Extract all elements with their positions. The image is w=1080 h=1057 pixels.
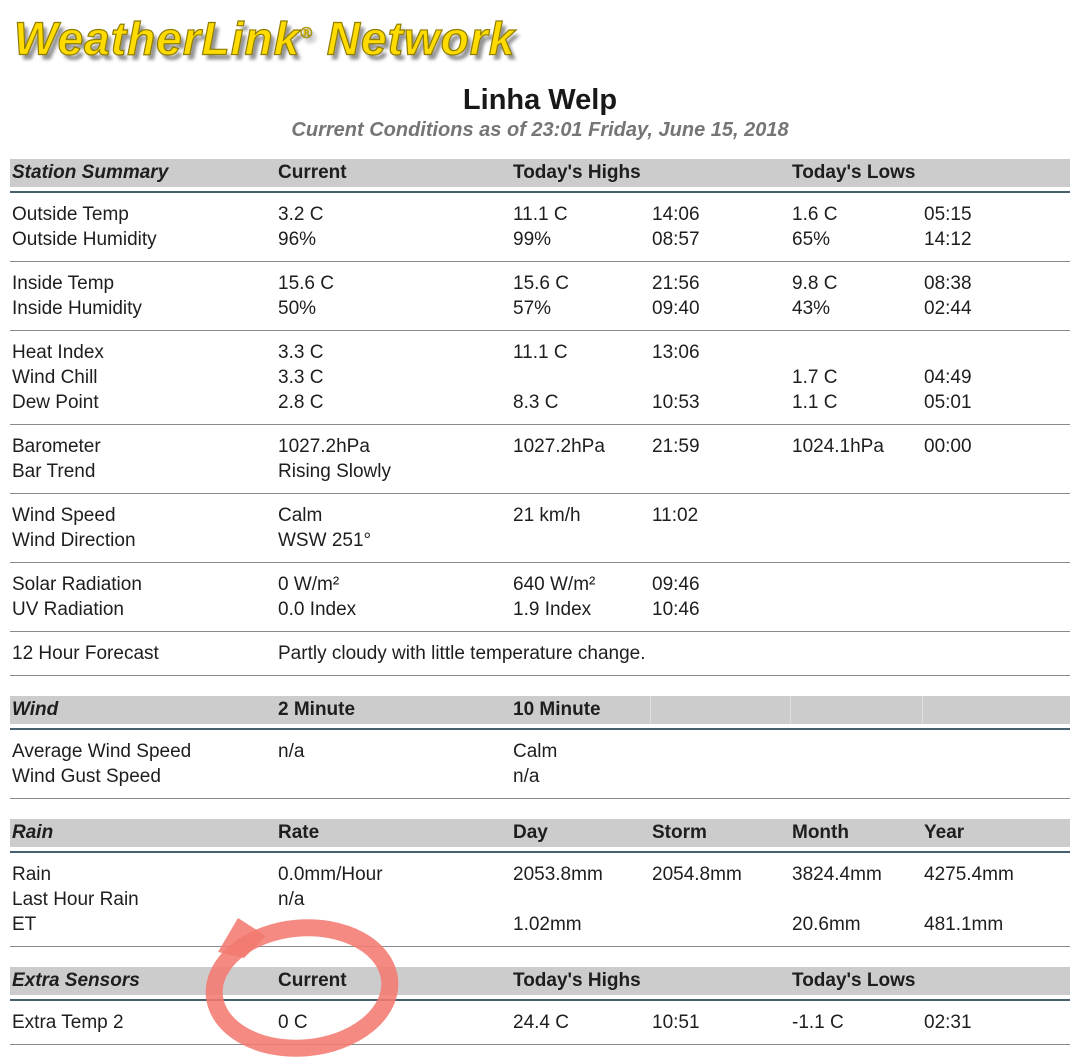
table-cell: 481.1mm [924, 914, 1004, 936]
table-cell: n/a [278, 741, 305, 763]
column-header: 2 Minute [276, 696, 511, 724]
table-row [10, 597, 1070, 622]
table-cell: -1.1 C [792, 1012, 844, 1034]
table-cell [511, 528, 650, 553]
table-cell: WSW 251° [278, 530, 372, 552]
row-label: Barometer [12, 436, 101, 458]
table-cell [650, 641, 790, 666]
table-cell: 0.0mm/Hour [278, 864, 383, 886]
section-title: Extra Sensors [10, 967, 276, 995]
table-cell: Calm [278, 505, 323, 527]
row-label: Wind Chill [12, 367, 98, 389]
table-cell: 3.2 C [278, 204, 324, 226]
table-cell: Calm [513, 741, 558, 763]
table-row [10, 202, 1070, 227]
row-label: Extra Temp 2 [12, 1012, 124, 1034]
column-header: Storm [650, 819, 790, 847]
table-cell [650, 764, 790, 789]
table-row [10, 887, 1070, 912]
table-cell: 08:57 [652, 229, 700, 251]
table-cell: 05:01 [924, 392, 972, 414]
table-cell: 99% [513, 229, 552, 251]
table-row [10, 1010, 1070, 1035]
row-label: Dew Point [12, 392, 99, 414]
row-label: Rain [12, 864, 52, 886]
table-cell: 3.3 C [278, 367, 324, 389]
row-group [10, 1001, 1070, 1044]
table-cell: 4275.4mm [924, 864, 1014, 886]
table-cell [511, 459, 650, 484]
table-cell [650, 365, 790, 390]
table-row [10, 912, 1070, 937]
table-cell: 14:06 [652, 204, 700, 226]
table-cell: 3.3 C [278, 342, 324, 364]
table-cell [650, 887, 790, 912]
table-cell: 640 W/m² [513, 574, 596, 596]
row-label: Inside Temp [12, 273, 115, 295]
row-label: Wind Gust Speed [12, 766, 161, 788]
table-cell [790, 528, 922, 553]
table-row [10, 739, 1070, 764]
station-name-title: Linha Welp [462, 84, 618, 117]
column-header-empty [790, 696, 922, 724]
column-header: Year [922, 819, 1070, 847]
column-header: Rate [276, 819, 511, 847]
table-cell: 50% [278, 298, 317, 320]
section-header-bar [10, 159, 1070, 187]
table-cell: 1.1 C [792, 392, 838, 414]
table-cell [511, 887, 650, 912]
section-bottom-separator [10, 1044, 1070, 1045]
table-cell [790, 764, 922, 789]
row-label: Last Hour Rain [12, 889, 139, 911]
table-cell: n/a [513, 766, 540, 788]
column-header: Today's Highs [511, 967, 790, 995]
row-label: Outside Temp [12, 204, 129, 226]
column-header: Today's Lows [790, 159, 1070, 187]
table-row [10, 340, 1070, 365]
registered-trademark-icon: ® [300, 25, 314, 42]
section-wind [10, 696, 1070, 799]
section-extra-sensors [10, 967, 1070, 1045]
table-cell: 0 W/m² [278, 574, 340, 596]
row-group [10, 494, 1070, 562]
row-group [10, 262, 1070, 330]
table-cell: 15.6 C [278, 273, 334, 295]
table-cell: 2.8 C [278, 392, 324, 414]
section-title: Wind [10, 696, 276, 724]
table-cell: 1.6 C [792, 204, 838, 226]
table-cell [650, 459, 790, 484]
table-cell: 8.3 C [513, 392, 559, 414]
table-cell [650, 739, 790, 764]
table-cell [922, 641, 1070, 666]
weatherlink-network-logo [14, 6, 1080, 66]
column-header-empty [922, 696, 1070, 724]
section-title: Rain [10, 819, 276, 847]
table-cell [922, 764, 1070, 789]
row-label: Heat Index [12, 342, 104, 364]
table-cell [790, 459, 922, 484]
table-cell [790, 503, 922, 528]
column-header: Current [276, 159, 511, 187]
table-cell: 3824.4mm [792, 864, 882, 886]
table-cell: 1027.2hPa [513, 436, 605, 458]
table-cell: 15.6 C [513, 273, 569, 295]
row-group [10, 193, 1070, 261]
row-label: UV Radiation [12, 599, 124, 621]
table-cell [922, 739, 1070, 764]
section-title: Station Summary [10, 159, 276, 187]
column-header: Month [790, 819, 922, 847]
table-row [10, 641, 1070, 666]
table-cell [922, 459, 1070, 484]
table-cell: 11.1 C [513, 204, 568, 226]
table-cell [650, 528, 790, 553]
row-label: Solar Radiation [12, 574, 142, 596]
table-row [10, 503, 1070, 528]
section-bottom-separator [10, 946, 1070, 947]
table-cell: 1.7 C [792, 367, 838, 389]
table-cell: 21:59 [652, 436, 700, 458]
table-cell: 1.9 Index [513, 599, 592, 621]
report-sections [10, 159, 1070, 1045]
table-cell [922, 340, 1070, 365]
table-cell: Rising Slowly [278, 461, 391, 483]
table-cell [790, 597, 922, 622]
row-group [10, 331, 1070, 424]
table-row [10, 764, 1070, 789]
table-cell: n/a [278, 889, 305, 911]
table-cell [650, 912, 790, 937]
table-cell: 08:38 [924, 273, 972, 295]
table-row [10, 227, 1070, 252]
section-header-bar [10, 819, 1070, 847]
row-group [10, 425, 1070, 493]
row-label: Wind Direction [12, 530, 136, 552]
table-cell [276, 912, 511, 937]
table-cell: 14:12 [924, 229, 972, 251]
column-header: Today's Lows [790, 967, 1070, 995]
table-cell: 1.02mm [513, 914, 582, 936]
table-cell [790, 739, 922, 764]
table-cell [922, 503, 1070, 528]
row-label: Bar Trend [12, 461, 96, 483]
table-cell: 2053.8mm [513, 864, 603, 886]
table-cell: 09:40 [652, 298, 700, 320]
section-bottom-separator [10, 798, 1070, 799]
table-cell [790, 572, 922, 597]
column-header: Day [511, 819, 650, 847]
section-header-bar [10, 696, 1070, 724]
table-cell: 24.4 C [513, 1012, 569, 1034]
table-cell: 00:00 [924, 436, 972, 458]
row-label: 12 Hour Forecast [12, 643, 159, 665]
table-cell [922, 528, 1070, 553]
table-cell: 9.8 C [792, 273, 838, 295]
current-conditions-subtitle: Current Conditions as of 23:01 Friday, June 15, 2018 [291, 119, 789, 142]
table-cell: 0 C [278, 1012, 308, 1034]
table-row [10, 296, 1070, 321]
table-cell: 2054.8mm [652, 864, 742, 886]
table-cell [511, 365, 650, 390]
row-label: Inside Humidity [12, 298, 142, 320]
table-row [10, 390, 1070, 415]
table-row [10, 459, 1070, 484]
table-row [10, 271, 1070, 296]
row-group [10, 632, 1070, 675]
table-row [10, 365, 1070, 390]
column-header-empty [650, 696, 790, 724]
table-cell: 21 km/h [513, 505, 581, 527]
table-cell: 65% [792, 229, 831, 251]
section-rain [10, 819, 1070, 947]
table-cell: 05:15 [924, 204, 972, 226]
table-cell: 10:51 [652, 1012, 700, 1034]
table-cell [922, 887, 1070, 912]
table-cell: 11:02 [652, 505, 699, 527]
table-cell: 10:46 [652, 599, 700, 621]
table-cell: 13:06 [652, 342, 700, 364]
row-group [10, 563, 1070, 631]
row-label: ET [12, 914, 37, 936]
table-cell: 1024.1hPa [792, 436, 884, 458]
column-header: Today's Highs [511, 159, 790, 187]
row-group [10, 853, 1070, 946]
table-cell: 02:44 [924, 298, 972, 320]
table-row [10, 862, 1070, 887]
table-cell: Partly cloudy with little temperature change. [278, 643, 646, 665]
section-station-summary [10, 159, 1070, 676]
table-cell [511, 641, 650, 666]
table-cell: 10:53 [652, 392, 700, 414]
logo-suffix-text: Network [326, 12, 516, 65]
table-cell [790, 641, 922, 666]
table-cell: 20.6mm [792, 914, 861, 936]
table-cell: 02:31 [924, 1012, 972, 1034]
table-cell: 43% [792, 298, 831, 320]
table-cell: 21:56 [652, 273, 700, 295]
table-cell: 11.1 C [513, 342, 568, 364]
row-label: Average Wind Speed [12, 741, 192, 763]
table-cell: 0.0 Index [278, 599, 357, 621]
table-cell [790, 887, 922, 912]
row-label: Wind Speed [12, 505, 116, 527]
section-header-bar [10, 967, 1070, 995]
table-row [10, 434, 1070, 459]
section-bottom-separator [10, 675, 1070, 676]
table-cell: 96% [278, 229, 317, 251]
table-cell: 04:49 [924, 367, 972, 389]
table-cell [922, 597, 1070, 622]
column-header: 10 Minute [511, 696, 650, 724]
table-row [10, 572, 1070, 597]
column-header: Current [276, 967, 511, 995]
table-cell: 57% [513, 298, 552, 320]
table-cell [276, 764, 511, 789]
table-cell: 09:46 [652, 574, 700, 596]
row-label: Outside Humidity [12, 229, 157, 251]
table-cell: 1027.2hPa [278, 436, 370, 458]
logo-brand-text: WeatherLink [14, 12, 301, 65]
table-cell [790, 340, 922, 365]
table-row [10, 528, 1070, 553]
row-group [10, 730, 1070, 798]
table-cell [922, 572, 1070, 597]
